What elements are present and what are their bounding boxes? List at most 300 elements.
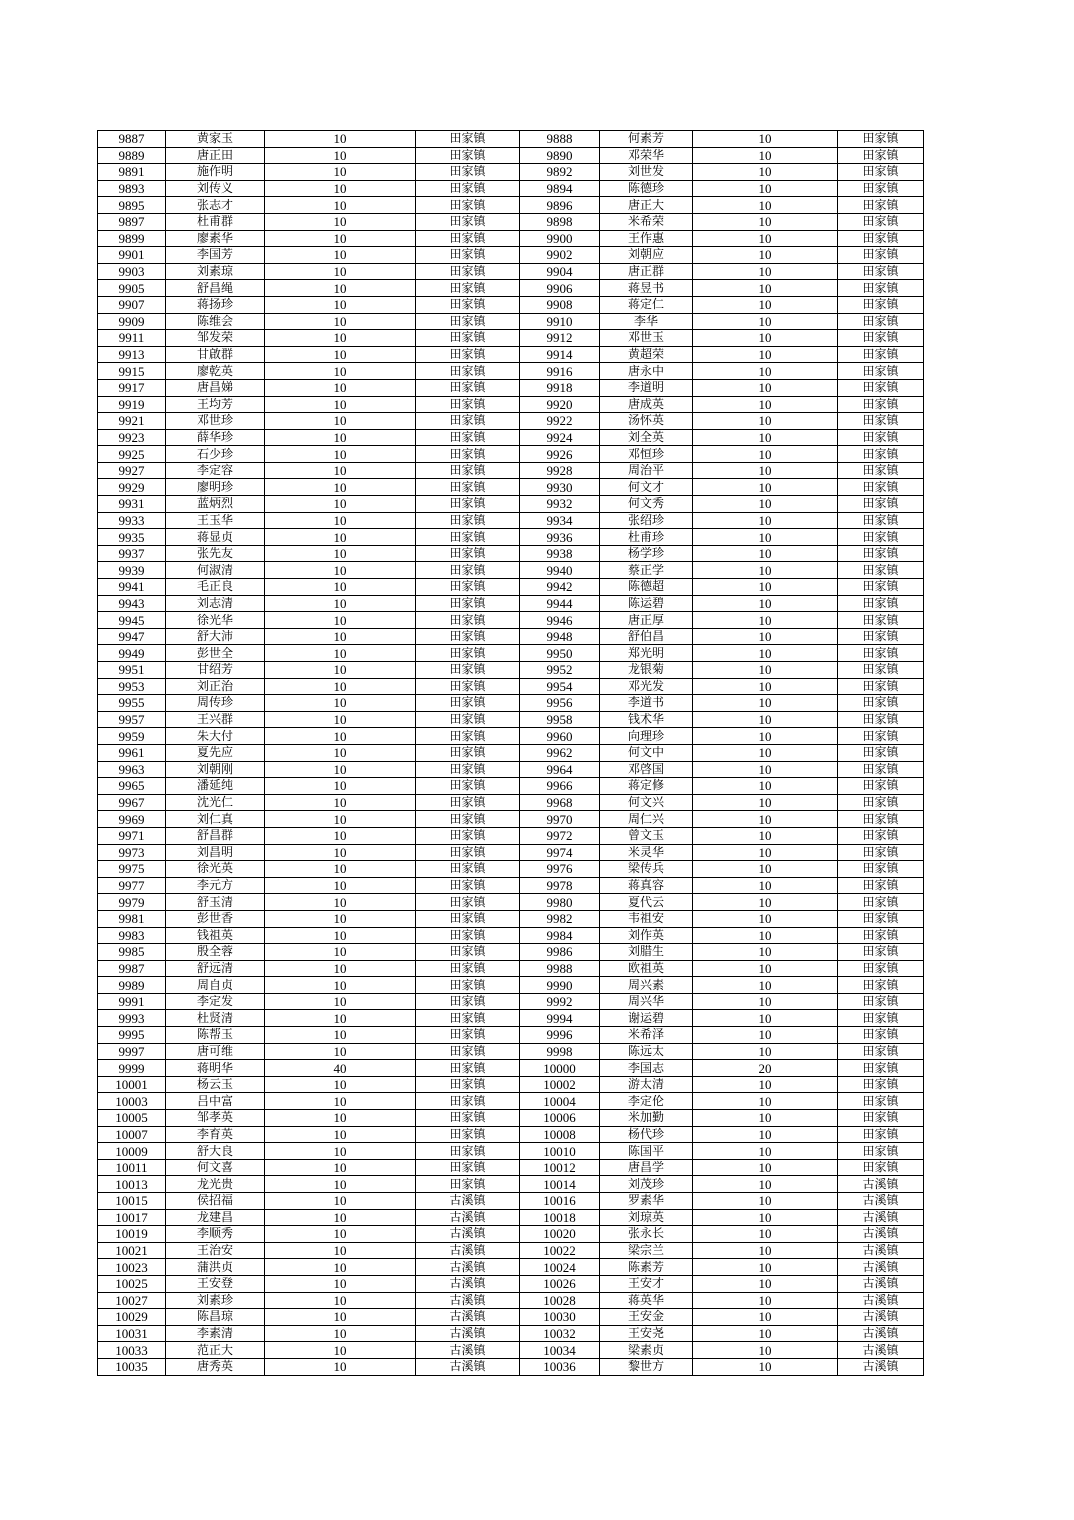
person-name-cell: 刘正治 xyxy=(166,678,265,695)
person-name-cell: 米希泽 xyxy=(600,1027,693,1044)
record-number-cell: 9895 xyxy=(98,197,166,214)
record-number-cell: 9907 xyxy=(98,296,166,313)
person-name-cell: 邓世珍 xyxy=(166,413,265,430)
township-cell: 田家镇 xyxy=(838,197,924,214)
person-name-cell: 李育英 xyxy=(166,1126,265,1143)
person-name-cell: 舒昌绳 xyxy=(166,280,265,297)
person-name-cell: 夏先应 xyxy=(166,744,265,761)
table-row xyxy=(98,993,924,1010)
record-number-cell: 9997 xyxy=(98,1043,166,1060)
township-cell: 田家镇 xyxy=(838,1126,924,1143)
person-name-cell: 蒋英华 xyxy=(600,1292,693,1309)
amount-cell: 10 xyxy=(265,778,416,795)
township-cell: 田家镇 xyxy=(416,960,520,977)
record-number-cell: 9958 xyxy=(520,711,600,728)
amount-cell: 10 xyxy=(265,197,416,214)
person-name-cell: 米加勤 xyxy=(600,1110,693,1127)
amount-cell: 10 xyxy=(265,363,416,380)
record-number-cell: 9892 xyxy=(520,164,600,181)
person-name-cell: 张志才 xyxy=(166,197,265,214)
township-cell: 田家镇 xyxy=(416,910,520,927)
township-cell: 田家镇 xyxy=(838,1093,924,1110)
person-name-cell: 舒伯昌 xyxy=(600,628,693,645)
table-row xyxy=(98,1209,924,1226)
record-number-cell: 9910 xyxy=(520,313,600,330)
person-name-cell: 刘茂珍 xyxy=(600,1176,693,1193)
record-number-cell: 10029 xyxy=(98,1309,166,1326)
amount-cell: 10 xyxy=(265,446,416,463)
record-number-cell: 9937 xyxy=(98,545,166,562)
person-name-cell: 罗素华 xyxy=(600,1193,693,1210)
record-number-cell: 10009 xyxy=(98,1143,166,1160)
township-cell: 古溪镇 xyxy=(416,1275,520,1292)
record-number-cell: 9897 xyxy=(98,213,166,230)
person-name-cell: 邹发荣 xyxy=(166,330,265,347)
record-number-cell: 9988 xyxy=(520,960,600,977)
person-name-cell: 张绍珍 xyxy=(600,512,693,529)
amount-cell: 40 xyxy=(265,1060,416,1077)
amount-cell: 10 xyxy=(693,894,838,911)
township-cell: 古溪镇 xyxy=(838,1226,924,1243)
table-row xyxy=(98,761,924,778)
amount-cell: 10 xyxy=(693,1325,838,1342)
record-number-cell: 9949 xyxy=(98,645,166,662)
township-cell: 田家镇 xyxy=(838,263,924,280)
township-cell: 田家镇 xyxy=(416,894,520,911)
record-number-cell: 9903 xyxy=(98,263,166,280)
record-number-cell: 9987 xyxy=(98,960,166,977)
amount-cell: 10 xyxy=(693,960,838,977)
person-name-cell: 钱术华 xyxy=(600,711,693,728)
amount-cell: 10 xyxy=(265,595,416,612)
amount-cell: 10 xyxy=(693,413,838,430)
table-row xyxy=(98,645,924,662)
township-cell: 田家镇 xyxy=(838,280,924,297)
township-cell: 田家镇 xyxy=(838,811,924,828)
township-cell: 田家镇 xyxy=(838,446,924,463)
amount-cell: 10 xyxy=(265,263,416,280)
person-name-cell: 王玉华 xyxy=(166,512,265,529)
table-row xyxy=(98,612,924,629)
amount-cell: 10 xyxy=(693,711,838,728)
record-number-cell: 9998 xyxy=(520,1043,600,1060)
township-cell: 田家镇 xyxy=(838,1110,924,1127)
record-number-cell: 9956 xyxy=(520,695,600,712)
person-name-cell: 何文喜 xyxy=(166,1159,265,1176)
amount-cell: 10 xyxy=(265,545,416,562)
amount-cell: 10 xyxy=(265,562,416,579)
amount-cell: 10 xyxy=(265,1093,416,1110)
township-cell: 田家镇 xyxy=(416,446,520,463)
table-row xyxy=(98,628,924,645)
amount-cell: 10 xyxy=(693,1242,838,1259)
amount-cell: 10 xyxy=(693,230,838,247)
township-cell: 田家镇 xyxy=(416,1176,520,1193)
amount-cell: 10 xyxy=(265,296,416,313)
record-number-cell: 9979 xyxy=(98,894,166,911)
record-number-cell: 9894 xyxy=(520,180,600,197)
person-name-cell: 唐昌学 xyxy=(600,1159,693,1176)
amount-cell: 10 xyxy=(265,413,416,430)
township-cell: 田家镇 xyxy=(416,579,520,596)
person-name-cell: 邓光发 xyxy=(600,678,693,695)
record-number-cell: 9936 xyxy=(520,529,600,546)
person-name-cell: 王均芳 xyxy=(166,396,265,413)
record-number-cell: 9966 xyxy=(520,778,600,795)
amount-cell: 10 xyxy=(265,1143,416,1160)
township-cell: 田家镇 xyxy=(838,1060,924,1077)
record-number-cell: 10002 xyxy=(520,1076,600,1093)
table-row xyxy=(98,1126,924,1143)
township-cell: 古溪镇 xyxy=(416,1309,520,1326)
table-row xyxy=(98,1292,924,1309)
person-name-cell: 施作明 xyxy=(166,164,265,181)
record-number-cell: 9946 xyxy=(520,612,600,629)
township-cell: 田家镇 xyxy=(838,230,924,247)
township-cell: 田家镇 xyxy=(416,346,520,363)
township-cell: 田家镇 xyxy=(416,744,520,761)
person-name-cell: 毛正良 xyxy=(166,579,265,596)
record-number-cell: 9975 xyxy=(98,861,166,878)
amount-cell: 10 xyxy=(693,761,838,778)
person-name-cell: 杜甫珍 xyxy=(600,529,693,546)
record-number-cell: 9995 xyxy=(98,1027,166,1044)
township-cell: 田家镇 xyxy=(838,413,924,430)
township-cell: 田家镇 xyxy=(838,363,924,380)
record-number-cell: 10023 xyxy=(98,1259,166,1276)
table-row xyxy=(98,877,924,894)
record-number-cell: 10033 xyxy=(98,1342,166,1359)
township-cell: 古溪镇 xyxy=(838,1209,924,1226)
township-cell: 古溪镇 xyxy=(416,1193,520,1210)
amount-cell: 10 xyxy=(265,910,416,927)
table-row xyxy=(98,131,924,148)
person-name-cell: 陈德超 xyxy=(600,579,693,596)
person-name-cell: 周兴华 xyxy=(600,993,693,1010)
record-number-cell: 10019 xyxy=(98,1226,166,1243)
record-number-cell: 10005 xyxy=(98,1110,166,1127)
table-row xyxy=(98,811,924,828)
township-cell: 田家镇 xyxy=(838,147,924,164)
record-number-cell: 9943 xyxy=(98,595,166,612)
table-row xyxy=(98,413,924,430)
record-number-cell: 10028 xyxy=(520,1292,600,1309)
person-name-cell: 李道明 xyxy=(600,379,693,396)
person-name-cell: 唐正群 xyxy=(600,263,693,280)
amount-cell: 10 xyxy=(693,379,838,396)
township-cell: 田家镇 xyxy=(838,346,924,363)
amount-cell: 10 xyxy=(265,894,416,911)
table-row xyxy=(98,1226,924,1243)
township-cell: 田家镇 xyxy=(416,462,520,479)
township-cell: 田家镇 xyxy=(416,263,520,280)
record-number-cell: 10031 xyxy=(98,1325,166,1342)
record-number-cell: 9941 xyxy=(98,579,166,596)
township-cell: 田家镇 xyxy=(838,645,924,662)
amount-cell: 10 xyxy=(693,744,838,761)
table-row xyxy=(98,1342,924,1359)
record-number-cell: 9980 xyxy=(520,894,600,911)
amount-cell: 10 xyxy=(265,612,416,629)
amount-cell: 10 xyxy=(265,861,416,878)
table-row xyxy=(98,346,924,363)
amount-cell: 10 xyxy=(693,529,838,546)
amount-cell: 10 xyxy=(693,197,838,214)
township-cell: 田家镇 xyxy=(838,894,924,911)
township-cell: 田家镇 xyxy=(416,545,520,562)
township-cell: 田家镇 xyxy=(838,993,924,1010)
person-name-cell: 舒大沛 xyxy=(166,628,265,645)
record-number-cell: 10000 xyxy=(520,1060,600,1077)
township-cell: 田家镇 xyxy=(838,1143,924,1160)
table-row xyxy=(98,861,924,878)
township-cell: 田家镇 xyxy=(838,695,924,712)
person-name-cell: 刘素珍 xyxy=(166,1292,265,1309)
amount-cell: 10 xyxy=(693,313,838,330)
amount-cell: 10 xyxy=(693,296,838,313)
person-name-cell: 龙银菊 xyxy=(600,662,693,679)
table-row xyxy=(98,230,924,247)
amount-cell: 10 xyxy=(265,977,416,994)
amount-cell: 10 xyxy=(265,927,416,944)
amount-cell: 10 xyxy=(265,1259,416,1276)
record-number-cell: 10015 xyxy=(98,1193,166,1210)
person-name-cell: 曾文玉 xyxy=(600,827,693,844)
person-name-cell: 沈光仁 xyxy=(166,794,265,811)
person-name-cell: 唐正厚 xyxy=(600,612,693,629)
table-row xyxy=(98,296,924,313)
amount-cell: 10 xyxy=(265,728,416,745)
record-number-cell: 9968 xyxy=(520,794,600,811)
record-number-cell: 9890 xyxy=(520,147,600,164)
person-name-cell: 张先友 xyxy=(166,545,265,562)
amount-cell: 10 xyxy=(693,579,838,596)
township-cell: 古溪镇 xyxy=(838,1309,924,1326)
amount-cell: 10 xyxy=(265,1275,416,1292)
record-number-cell: 9919 xyxy=(98,396,166,413)
record-number-cell: 9930 xyxy=(520,479,600,496)
township-cell: 田家镇 xyxy=(838,711,924,728)
amount-cell: 10 xyxy=(693,1010,838,1027)
record-number-cell: 9969 xyxy=(98,811,166,828)
person-name-cell: 甘绍芳 xyxy=(166,662,265,679)
record-number-cell: 9970 xyxy=(520,811,600,828)
person-name-cell: 李顺秀 xyxy=(166,1226,265,1243)
amount-cell: 10 xyxy=(693,1143,838,1160)
amount-cell: 10 xyxy=(693,164,838,181)
table-row xyxy=(98,1325,924,1342)
record-number-cell: 9945 xyxy=(98,612,166,629)
record-number-cell: 10020 xyxy=(520,1226,600,1243)
record-number-cell: 10021 xyxy=(98,1242,166,1259)
person-name-cell: 李国芳 xyxy=(166,247,265,264)
person-name-cell: 陈国平 xyxy=(600,1143,693,1160)
table-row xyxy=(98,180,924,197)
amount-cell: 10 xyxy=(693,1043,838,1060)
record-number-cell: 9954 xyxy=(520,678,600,695)
amount-cell: 10 xyxy=(693,844,838,861)
record-number-cell: 9993 xyxy=(98,1010,166,1027)
amount-cell: 10 xyxy=(693,429,838,446)
person-name-cell: 何文兴 xyxy=(600,794,693,811)
amount-cell: 10 xyxy=(693,662,838,679)
record-number-cell: 9922 xyxy=(520,413,600,430)
amount-cell: 10 xyxy=(265,1027,416,1044)
township-cell: 田家镇 xyxy=(416,164,520,181)
person-name-cell: 韦祖安 xyxy=(600,910,693,927)
record-number-cell: 9905 xyxy=(98,280,166,297)
person-name-cell: 薛华珍 xyxy=(166,429,265,446)
record-number-cell: 9916 xyxy=(520,363,600,380)
amount-cell: 10 xyxy=(693,1126,838,1143)
amount-cell: 10 xyxy=(265,695,416,712)
record-number-cell: 10017 xyxy=(98,1209,166,1226)
amount-cell: 10 xyxy=(693,628,838,645)
record-number-cell: 9913 xyxy=(98,346,166,363)
record-number-cell: 9959 xyxy=(98,728,166,745)
person-name-cell: 陈远太 xyxy=(600,1043,693,1060)
amount-cell: 10 xyxy=(693,977,838,994)
record-number-cell: 9928 xyxy=(520,462,600,479)
table-row xyxy=(98,1309,924,1326)
table-row xyxy=(98,545,924,562)
amount-cell: 10 xyxy=(693,993,838,1010)
township-cell: 田家镇 xyxy=(838,379,924,396)
record-number-cell: 10008 xyxy=(520,1126,600,1143)
table-row xyxy=(98,977,924,994)
amount-cell: 10 xyxy=(265,811,416,828)
amount-cell: 10 xyxy=(693,1358,838,1375)
amount-cell: 10 xyxy=(265,529,416,546)
township-cell: 古溪镇 xyxy=(838,1193,924,1210)
amount-cell: 10 xyxy=(265,1309,416,1326)
amount-cell: 10 xyxy=(265,164,416,181)
township-cell: 古溪镇 xyxy=(416,1342,520,1359)
record-number-cell: 9940 xyxy=(520,562,600,579)
amount-cell: 10 xyxy=(265,1076,416,1093)
table-row xyxy=(98,1110,924,1127)
person-name-cell: 米希荣 xyxy=(600,213,693,230)
person-name-cell: 蒋昱书 xyxy=(600,280,693,297)
township-cell: 古溪镇 xyxy=(838,1358,924,1375)
record-number-cell: 9961 xyxy=(98,744,166,761)
amount-cell: 10 xyxy=(265,213,416,230)
record-number-cell: 9896 xyxy=(520,197,600,214)
record-number-cell: 9978 xyxy=(520,877,600,894)
record-number-cell: 9990 xyxy=(520,977,600,994)
record-number-cell: 9939 xyxy=(98,562,166,579)
person-name-cell: 舒大良 xyxy=(166,1143,265,1160)
township-cell: 田家镇 xyxy=(838,396,924,413)
record-number-cell: 9901 xyxy=(98,247,166,264)
record-number-cell: 10022 xyxy=(520,1242,600,1259)
amount-cell: 10 xyxy=(693,678,838,695)
table-row xyxy=(98,927,924,944)
person-name-cell: 何文才 xyxy=(600,479,693,496)
township-cell: 田家镇 xyxy=(838,429,924,446)
amount-cell: 10 xyxy=(265,396,416,413)
record-number-cell: 9952 xyxy=(520,662,600,679)
amount-cell: 10 xyxy=(693,1027,838,1044)
table-row xyxy=(98,662,924,679)
table-row xyxy=(98,462,924,479)
township-cell: 田家镇 xyxy=(838,296,924,313)
table-row xyxy=(98,1176,924,1193)
person-name-cell: 彭世全 xyxy=(166,645,265,662)
table-row xyxy=(98,910,924,927)
amount-cell: 10 xyxy=(693,363,838,380)
record-number-cell: 9972 xyxy=(520,827,600,844)
table-row xyxy=(98,263,924,280)
amount-cell: 10 xyxy=(693,180,838,197)
person-name-cell: 李元方 xyxy=(166,877,265,894)
person-name-cell: 杨云玉 xyxy=(166,1076,265,1093)
record-number-cell: 9921 xyxy=(98,413,166,430)
amount-cell: 10 xyxy=(265,678,416,695)
township-cell: 古溪镇 xyxy=(838,1342,924,1359)
table-row xyxy=(98,1043,924,1060)
township-cell: 田家镇 xyxy=(416,512,520,529)
amount-cell: 10 xyxy=(693,280,838,297)
township-cell: 田家镇 xyxy=(416,296,520,313)
amount-cell: 10 xyxy=(265,1325,416,1342)
township-cell: 田家镇 xyxy=(416,363,520,380)
record-number-cell: 9912 xyxy=(520,330,600,347)
amount-cell: 10 xyxy=(693,1193,838,1210)
table-row xyxy=(98,213,924,230)
township-cell: 田家镇 xyxy=(416,1076,520,1093)
record-number-cell: 9984 xyxy=(520,927,600,944)
township-cell: 田家镇 xyxy=(838,1027,924,1044)
amount-cell: 10 xyxy=(265,280,416,297)
township-cell: 田家镇 xyxy=(416,695,520,712)
record-number-cell: 9963 xyxy=(98,761,166,778)
amount-cell: 20 xyxy=(693,1060,838,1077)
record-number-cell: 9924 xyxy=(520,429,600,446)
record-number-cell: 9957 xyxy=(98,711,166,728)
amount-cell: 10 xyxy=(265,744,416,761)
record-number-cell: 9950 xyxy=(520,645,600,662)
amount-cell: 10 xyxy=(693,562,838,579)
amount-cell: 10 xyxy=(265,662,416,679)
table-row xyxy=(98,330,924,347)
record-number-cell: 10001 xyxy=(98,1076,166,1093)
person-name-cell: 徐光英 xyxy=(166,861,265,878)
amount-cell: 10 xyxy=(693,1076,838,1093)
amount-cell: 10 xyxy=(693,827,838,844)
table-row xyxy=(98,827,924,844)
township-cell: 田家镇 xyxy=(416,944,520,961)
table-row xyxy=(98,1159,924,1176)
person-name-cell: 李素清 xyxy=(166,1325,265,1342)
person-name-cell: 唐正大 xyxy=(600,197,693,214)
person-name-cell: 黄家玉 xyxy=(166,131,265,148)
amount-cell: 10 xyxy=(693,396,838,413)
amount-cell: 10 xyxy=(265,1193,416,1210)
person-name-cell: 李定伦 xyxy=(600,1093,693,1110)
record-number-cell: 9900 xyxy=(520,230,600,247)
record-number-cell: 9932 xyxy=(520,496,600,513)
township-cell: 田家镇 xyxy=(416,612,520,629)
township-cell: 田家镇 xyxy=(838,562,924,579)
record-number-cell: 9983 xyxy=(98,927,166,944)
table-row xyxy=(98,678,924,695)
township-cell: 田家镇 xyxy=(838,761,924,778)
township-cell: 田家镇 xyxy=(416,1060,520,1077)
amount-cell: 10 xyxy=(693,512,838,529)
amount-cell: 10 xyxy=(265,512,416,529)
person-name-cell: 龙建昌 xyxy=(166,1209,265,1226)
